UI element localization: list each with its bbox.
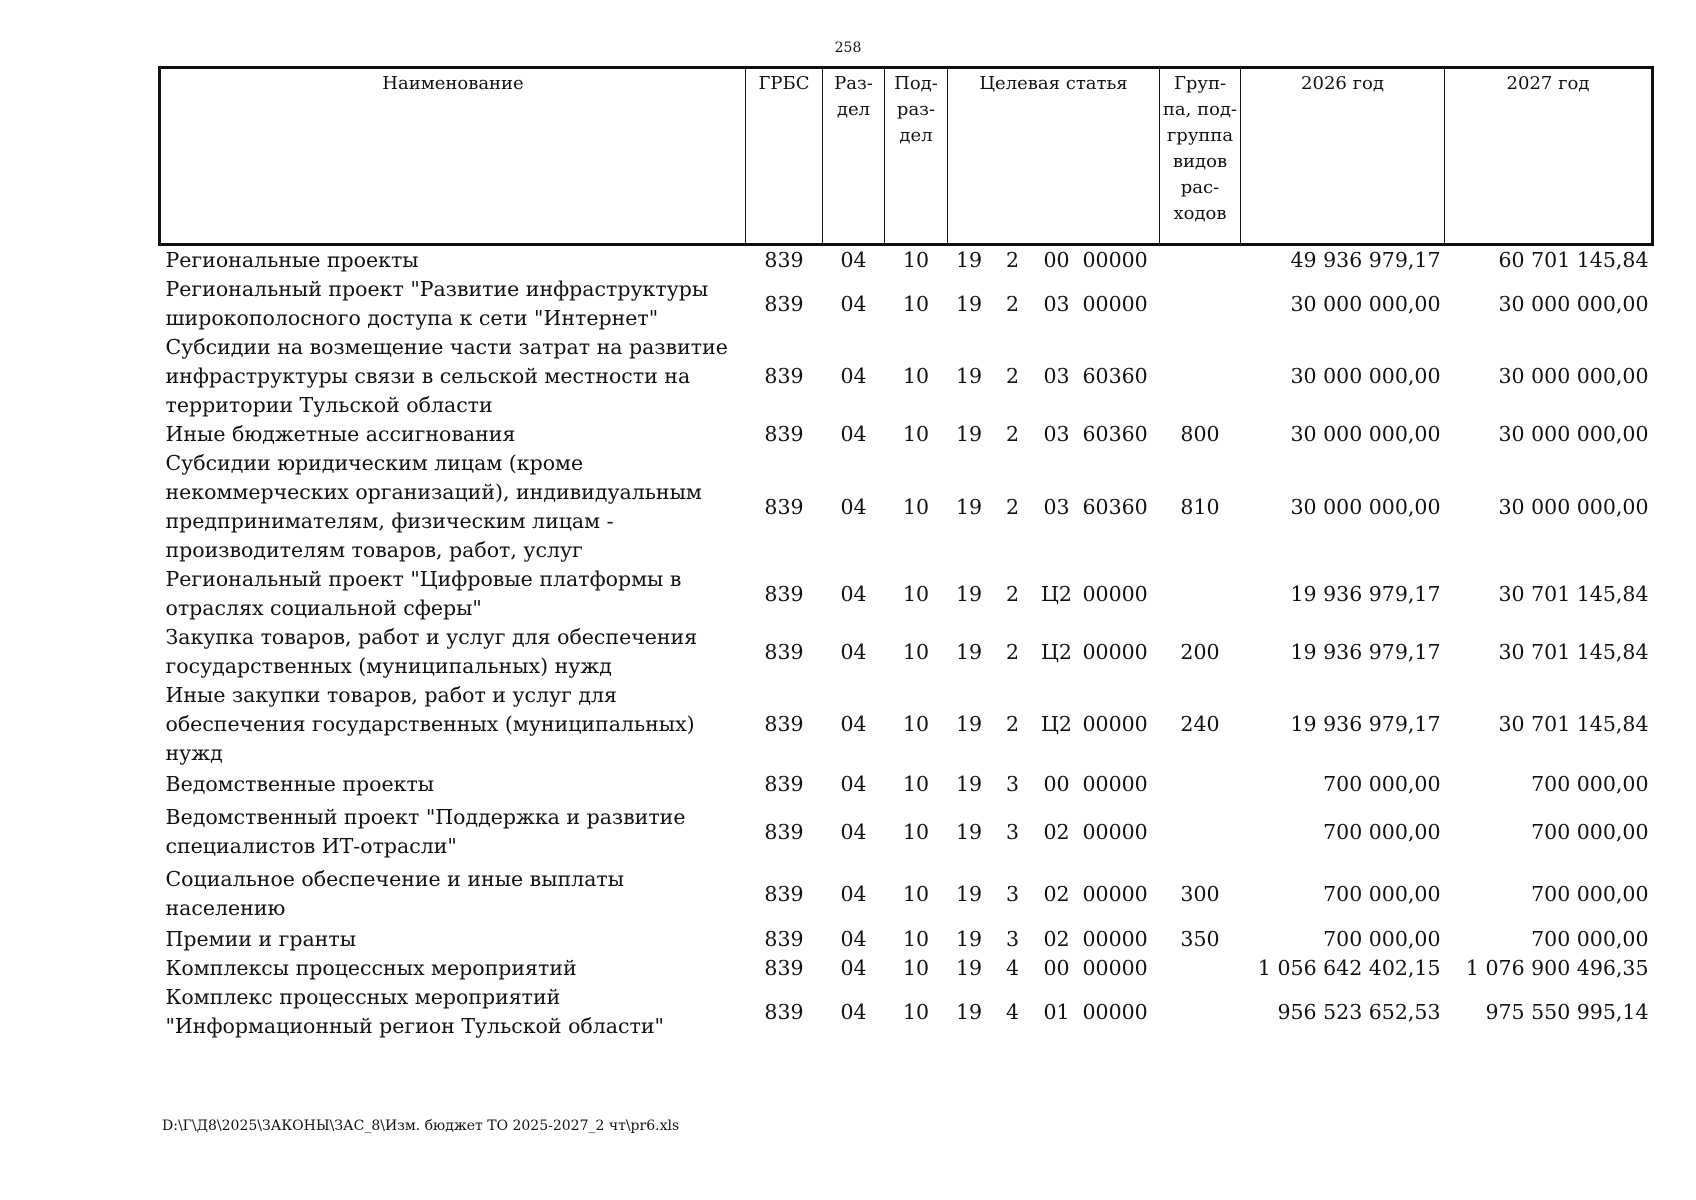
cell-amount-2026: 700 000,00: [1323, 881, 1441, 906]
table-row: [160, 983, 1653, 1041]
cell-podrazdel: 10: [902, 712, 930, 736]
cell-target-direction: 60360: [1082, 422, 1148, 446]
cell-amount-2027: 1 076 900 496,35: [1465, 956, 1649, 980]
cell-name: Субсидии юридическим лицам (кроме некоммерческих организаций), индивидуальным предпринимателям, физическим лицам - производителям товаров, работ, услуг: [165, 451, 702, 562]
cell-target-type: 2: [1005, 712, 1020, 736]
cell-name: Закупка товаров, работ и услуг для обеспечения государственных (муниципальных) нужд: [165, 625, 698, 678]
cell-target-program: 19: [955, 712, 983, 736]
cell-podrazdel: 10: [902, 422, 930, 446]
cell-razdel: 04: [840, 639, 867, 664]
cell-amount-2027: 975 550 995,14: [1485, 999, 1649, 1024]
table-body: [160, 245, 1653, 1042]
table-row: [160, 420, 1653, 449]
cell-target-program: 19: [955, 291, 983, 316]
cell-target-element: 00: [1043, 248, 1070, 272]
cell-razdel: 04: [840, 881, 867, 906]
cell-razdel: 04: [840, 422, 867, 446]
cell-grbs: 839: [764, 712, 804, 736]
cell-razdel: 04: [840, 364, 867, 388]
cell-grbs: 839: [764, 956, 804, 980]
cell-target-program: 19: [955, 927, 983, 951]
table-row: [160, 954, 1653, 983]
cell-target-direction: 00000: [1082, 927, 1148, 951]
cell-target-element: 03: [1043, 494, 1070, 519]
cell-expense-group: [1160, 954, 1241, 983]
cell-target-element: 00: [1043, 956, 1070, 980]
cell-grbs: 839: [764, 927, 804, 951]
cell-amount-2026: 700 000,00: [1323, 927, 1441, 951]
cell-target-type: 2: [1005, 364, 1020, 388]
cell-target-program: 19: [955, 956, 983, 980]
cell-grbs: 839: [764, 772, 804, 796]
cell-amount-2027: 30 701 145,84: [1498, 712, 1649, 736]
cell-target-element: 01: [1043, 999, 1070, 1024]
cell-amount-2026: 30 000 000,00: [1290, 494, 1441, 519]
table-row: [160, 801, 1653, 863]
cell-amount-2027: 30 000 000,00: [1498, 291, 1649, 316]
cell-target-element: 02: [1043, 881, 1070, 906]
cell-amount-2027: 700 000,00: [1531, 881, 1649, 906]
cell-podrazdel: 10: [902, 881, 930, 906]
cell-grbs: 839: [764, 494, 804, 519]
table-row: [160, 768, 1653, 801]
cell-target-direction: 00000: [1082, 248, 1148, 272]
cell-target-direction: 60360: [1082, 494, 1148, 519]
cell-podrazdel: 10: [902, 248, 930, 272]
cell-name: Премии и гранты: [165, 927, 357, 951]
cell-target-type: 3: [1005, 927, 1020, 951]
cell-target-program: 19: [955, 581, 983, 606]
header-grbs: ГРБС: [746, 68, 823, 245]
cell-amount-2026: 1 056 642 402,15: [1257, 956, 1441, 980]
cell-amount-2027: 30 701 145,84: [1498, 639, 1649, 664]
cell-podrazdel: 10: [902, 956, 930, 980]
cell-target-program: 19: [955, 772, 983, 796]
cell-name: Субсидии на возмещение части затрат на развитие инфраструктуры связи в сельской местности на территории Тульской области: [165, 335, 728, 417]
cell-amount-2026: 19 936 979,17: [1290, 581, 1441, 606]
cell-target-type: 2: [1005, 639, 1020, 664]
cell-target-type: 2: [1005, 291, 1020, 316]
header-name: Наименование: [160, 68, 746, 245]
cell-amount-2027: 60 701 145,84: [1498, 248, 1649, 272]
cell-expense-group: 240: [1180, 712, 1220, 736]
header-expense-group: Груп- па, под- группа видов рас- ходов: [1160, 68, 1241, 245]
cell-name: Комплекс процессных мероприятий "Информационный регион Тульской области": [165, 985, 664, 1038]
cell-target-direction: 00000: [1082, 581, 1148, 606]
cell-expense-group: [1160, 275, 1241, 333]
cell-razdel: 04: [840, 999, 867, 1024]
table-row: [160, 623, 1653, 681]
cell-expense-group: 810: [1180, 494, 1220, 519]
cell-target-element: Ц2: [1041, 639, 1072, 664]
cell-target-program: 19: [955, 364, 983, 388]
cell-target-program: 19: [955, 639, 983, 664]
cell-target-direction: 00000: [1082, 712, 1148, 736]
cell-target-direction: 00000: [1082, 819, 1148, 844]
cell-target-program: 19: [955, 422, 983, 446]
cell-amount-2026: 19 936 979,17: [1290, 639, 1441, 664]
cell-expense-group: 800: [1180, 422, 1220, 446]
cell-target-type: 3: [1005, 772, 1020, 796]
cell-target-direction: 00000: [1082, 999, 1148, 1024]
cell-grbs: 839: [764, 999, 804, 1024]
cell-target-program: 19: [955, 819, 983, 844]
cell-amount-2026: 30 000 000,00: [1290, 364, 1441, 388]
footer-file-path: D:\Г\Д8\2025\ЗАКОНЫ\ЗАС_8\Изм. бюджет ТО 2025-2027_2 чт\pr6.xls: [162, 1118, 680, 1134]
cell-name: Региональный проект "Развитие инфраструктуры широкополосного доступа к сети "Интернет": [165, 277, 709, 330]
cell-name: Иные закупки товаров, работ и услуг для обеспечения государственных (муниципальных) нужд: [165, 683, 695, 765]
cell-grbs: 839: [764, 819, 804, 844]
cell-amount-2027: 700 000,00: [1531, 819, 1649, 844]
cell-podrazdel: 10: [902, 364, 930, 388]
cell-podrazdel: 10: [902, 927, 930, 951]
cell-target-type: 2: [1005, 248, 1020, 272]
table-row: [160, 275, 1653, 333]
cell-expense-group: 300: [1180, 881, 1220, 906]
cell-razdel: 04: [840, 956, 867, 980]
cell-razdel: 04: [840, 712, 867, 736]
cell-target-type: 2: [1005, 422, 1020, 446]
cell-podrazdel: 10: [902, 291, 930, 316]
cell-target-type: 2: [1005, 494, 1020, 519]
cell-amount-2026: 49 936 979,17: [1290, 248, 1441, 272]
cell-grbs: 839: [764, 581, 804, 606]
header-2027: 2027 год: [1445, 68, 1653, 245]
cell-target-direction: 00000: [1082, 639, 1148, 664]
table-row: [160, 245, 1653, 276]
cell-expense-group: [1160, 245, 1241, 276]
cell-podrazdel: 10: [902, 639, 930, 664]
cell-razdel: 04: [840, 494, 867, 519]
cell-amount-2027: 700 000,00: [1531, 772, 1649, 796]
cell-expense-group: [1160, 565, 1241, 623]
cell-name: Региональные проекты: [165, 248, 419, 272]
table-row: [160, 565, 1653, 623]
cell-target-element: 02: [1043, 927, 1070, 951]
cell-name: Социальное обеспечение и иные выплаты населению: [165, 867, 625, 920]
cell-expense-group: 200: [1180, 639, 1220, 664]
table-row: [160, 449, 1653, 565]
cell-razdel: 04: [840, 772, 867, 796]
table-row: [160, 333, 1653, 420]
cell-name: Региональный проект "Цифровые платформы в отраслях социальной сферы": [165, 567, 682, 620]
cell-podrazdel: 10: [902, 581, 930, 606]
cell-target-element: 03: [1043, 422, 1070, 446]
cell-amount-2026: 30 000 000,00: [1290, 422, 1441, 446]
table-row: [160, 863, 1653, 925]
cell-amount-2027: 30 000 000,00: [1498, 422, 1649, 446]
cell-expense-group: [1160, 983, 1241, 1041]
cell-target-type: 3: [1005, 881, 1020, 906]
cell-amount-2027: 30 701 145,84: [1498, 581, 1649, 606]
cell-name: Комплексы процессных мероприятий: [165, 956, 577, 980]
cell-amount-2026: 700 000,00: [1323, 772, 1441, 796]
cell-grbs: 839: [764, 364, 804, 388]
cell-grbs: 839: [764, 881, 804, 906]
cell-podrazdel: 10: [902, 999, 930, 1024]
cell-name: Ведомственные проекты: [165, 772, 435, 796]
cell-razdel: 04: [840, 581, 867, 606]
cell-target-direction: 00000: [1082, 881, 1148, 906]
cell-grbs: 839: [764, 291, 804, 316]
cell-target-element: 03: [1043, 291, 1070, 316]
cell-podrazdel: 10: [902, 772, 930, 796]
cell-target-direction: 00000: [1082, 291, 1148, 316]
table-row: [160, 925, 1653, 954]
cell-amount-2026: 19 936 979,17: [1290, 712, 1441, 736]
cell-target-program: 19: [955, 248, 983, 272]
cell-target-direction: 60360: [1082, 364, 1148, 388]
cell-razdel: 04: [840, 819, 867, 844]
cell-amount-2026: 956 523 652,53: [1277, 999, 1441, 1024]
cell-amount-2026: 30 000 000,00: [1290, 291, 1441, 316]
cell-target-element: 03: [1043, 364, 1070, 388]
page-number: 258: [834, 40, 862, 56]
cell-podrazdel: 10: [902, 819, 930, 844]
cell-target-type: 2: [1005, 581, 1020, 606]
header-target-article: Целевая статья: [948, 68, 1160, 245]
cell-expense-group: [1160, 333, 1241, 420]
header-2026: 2026 год: [1241, 68, 1445, 245]
cell-razdel: 04: [840, 927, 867, 951]
cell-grbs: 839: [764, 248, 804, 272]
cell-expense-group: 350: [1180, 927, 1220, 951]
budget-table: [158, 66, 1654, 1041]
cell-razdel: 04: [840, 291, 867, 316]
cell-target-direction: 00000: [1082, 772, 1148, 796]
cell-target-direction: 00000: [1082, 956, 1148, 980]
header-podrazdel: Под- раз- дел: [885, 68, 948, 245]
cell-amount-2027: 30 000 000,00: [1498, 494, 1649, 519]
cell-amount-2027: 30 000 000,00: [1498, 364, 1649, 388]
table-row: [160, 681, 1653, 768]
cell-grbs: 839: [764, 422, 804, 446]
cell-target-program: 19: [955, 494, 983, 519]
cell-amount-2026: 700 000,00: [1323, 819, 1441, 844]
cell-target-element: 00: [1043, 772, 1070, 796]
cell-target-program: 19: [955, 881, 983, 906]
cell-target-element: 02: [1043, 819, 1070, 844]
header-razdel: Раз- дел: [823, 68, 885, 245]
cell-target-type: 3: [1005, 819, 1020, 844]
cell-target-type: 4: [1005, 999, 1020, 1024]
cell-target-program: 19: [955, 999, 983, 1024]
cell-podrazdel: 10: [902, 494, 930, 519]
cell-target-element: Ц2: [1041, 581, 1072, 606]
cell-name: Ведомственный проект "Поддержка и развитие специалистов ИТ-отрасли": [165, 805, 686, 858]
cell-expense-group: [1160, 801, 1241, 863]
cell-target-element: Ц2: [1041, 712, 1072, 736]
cell-expense-group: [1160, 768, 1241, 801]
cell-name: Иные бюджетные ассигнования: [165, 422, 516, 446]
cell-razdel: 04: [840, 248, 867, 272]
cell-grbs: 839: [764, 639, 804, 664]
cell-amount-2027: 700 000,00: [1531, 927, 1649, 951]
cell-target-type: 4: [1005, 956, 1020, 980]
table-header: [160, 68, 1653, 245]
